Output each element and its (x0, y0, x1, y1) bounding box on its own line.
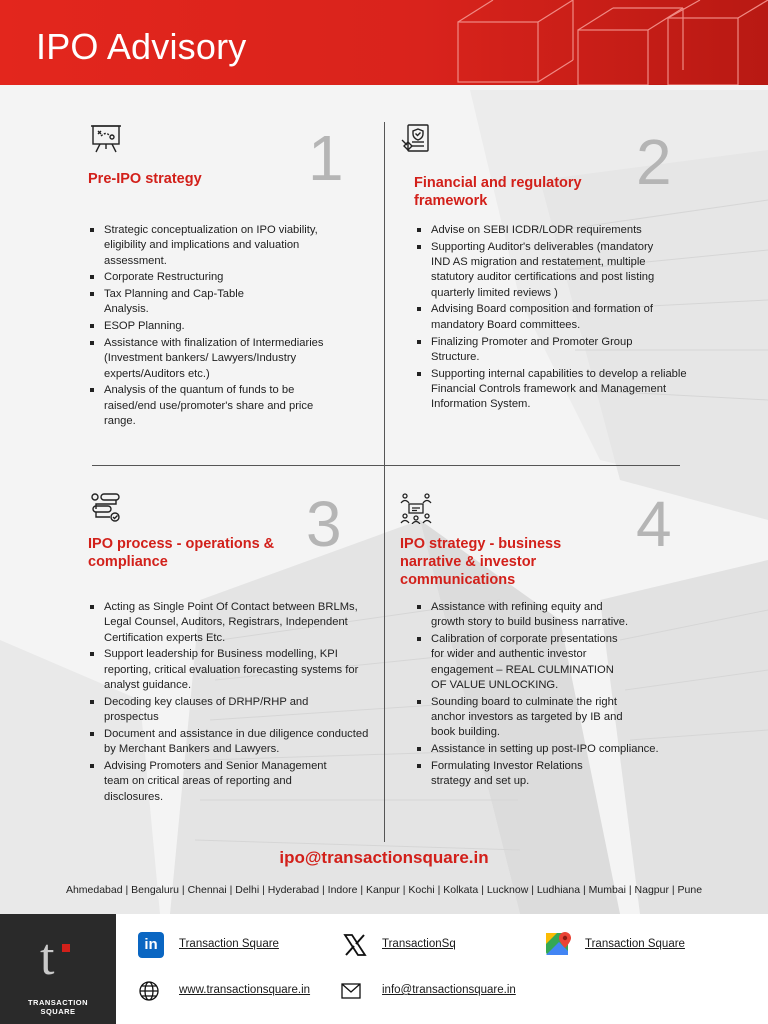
mail-icon[interactable] (341, 983, 361, 999)
section-number: 1 (308, 122, 344, 194)
section-list (415, 600, 690, 791)
section-number: 4 (636, 488, 672, 560)
list-item: Support leadership for Business modelling, KPI reporting, critical evaluation forecasting systems for analyst guidance. (88, 647, 372, 693)
list-item: Assistance with finalization of Intermediaries (Investment bankers/ Lawyers/Industry experts/Auditors etc.) (88, 336, 350, 382)
list-item: Tax Planning and Cap-Table Analysis. (88, 287, 278, 318)
list-item: Advise on SEBI ICDR/LODR requirements (415, 223, 690, 238)
logo-letter: t (40, 929, 55, 986)
vertical-divider (384, 122, 385, 842)
ipo-email-link[interactable]: ipo@transactionsquare.in (279, 848, 489, 867)
google-maps-icon[interactable] (545, 930, 573, 958)
logo-brand-line: SQUARE (40, 1007, 76, 1016)
investor-meeting-icon (400, 492, 432, 524)
section-title: Financial and regulatory framework (414, 175, 582, 209)
globe-icon[interactable] (138, 980, 160, 1002)
section-list (88, 600, 372, 806)
list-item: Advising Promoters and Senior Management team on critical areas of reporting and disclosures. (88, 759, 338, 805)
linkedin-icon[interactable]: in (138, 932, 164, 958)
x-twitter-icon[interactable] (342, 932, 368, 958)
linkedin-link[interactable]: Transaction Square (179, 938, 279, 950)
section-list (415, 223, 690, 414)
document-shield-icon (400, 122, 432, 154)
list-item: Finalizing Promoter and Promoter Group Structure. (415, 335, 635, 366)
list-item: Assistance in setting up post-IPO compliance. (415, 742, 690, 757)
list-item: Acting as Single Point Of Contact between BRLMs, Legal Counsel, Auditors, Registrars, Independent Certification experts Etc. (88, 600, 358, 646)
list-item: Document and assistance in due diligence conducted by Merchant Bankers and Lawyers. (88, 727, 372, 758)
list-item: Calibration of corporate presentations for wider and authentic investor engagement – REAL CULMINATION OF VALUE UNLOCKING. (415, 632, 625, 693)
list-item: Formulating Investor Relations strategy and set up. (415, 759, 615, 790)
list-item: Advising Board composition and formation of mandatory Board committees. (415, 302, 690, 333)
section-title: Pre-IPO strategy (88, 171, 202, 187)
section-number: 3 (306, 488, 342, 560)
list-item: Sounding board to culminate the right anchor investors as targeted by IB and book building. (415, 695, 640, 741)
list-item: Analysis of the quantum of funds to be raised/end use/promoter's share and price range. (88, 383, 323, 429)
company-logo (0, 914, 116, 1024)
page-header (0, 0, 768, 85)
logo-brand-text (0, 998, 116, 1016)
info-email-link[interactable]: info@transactionsquare.in (382, 984, 516, 996)
horizontal-divider (92, 465, 680, 466)
section-title: IPO process - operations & compliance (88, 536, 275, 570)
list-item: Corporate Restructuring (88, 270, 358, 285)
page-title: IPO Advisory (36, 26, 247, 67)
list-item: Supporting Auditor's deliverables (mandatory IND AS migration and restatement, multiple statutory auditor certifications and post listing quarterly limited reviews ) (415, 240, 665, 301)
list-item: ESOP Planning. (88, 319, 358, 334)
list-item: Supporting internal capabilities to develop a reliable Financial Controls framework and Management Information System. (415, 367, 690, 413)
section-number: 2 (636, 126, 672, 198)
maps-link[interactable]: Transaction Square (585, 938, 685, 950)
website-link[interactable]: www.transactionsquare.in (179, 984, 311, 996)
list-item: Assistance with refining equity and growth story to build business narrative. (415, 600, 630, 631)
list-item: Decoding key clauses of DRHP/RHP and prospectus (88, 695, 348, 726)
section-list (88, 223, 358, 431)
twitter-link[interactable]: TransactionSq (382, 938, 456, 950)
presentation-board-icon (90, 122, 122, 154)
section-title: IPO strategy - business narrative & investor communications (400, 536, 562, 588)
header-cube-graphic (438, 0, 768, 85)
logo-brand-line: TRANSACTION (27, 998, 89, 1007)
process-flow-icon (90, 492, 122, 524)
list-item: Strategic conceptualization on IPO viability, eligibility and implications and valuation assessment. (88, 223, 358, 269)
logo-red-square (62, 944, 70, 952)
office-cities: Ahmedabad | Bengaluru | Chennai | Delhi | Hyderabad | Indore | Kanpur | Kochi | Kolkata | Lucknow | Ludhiana | Mumbai | Nagpur | Pune (65, 884, 703, 896)
